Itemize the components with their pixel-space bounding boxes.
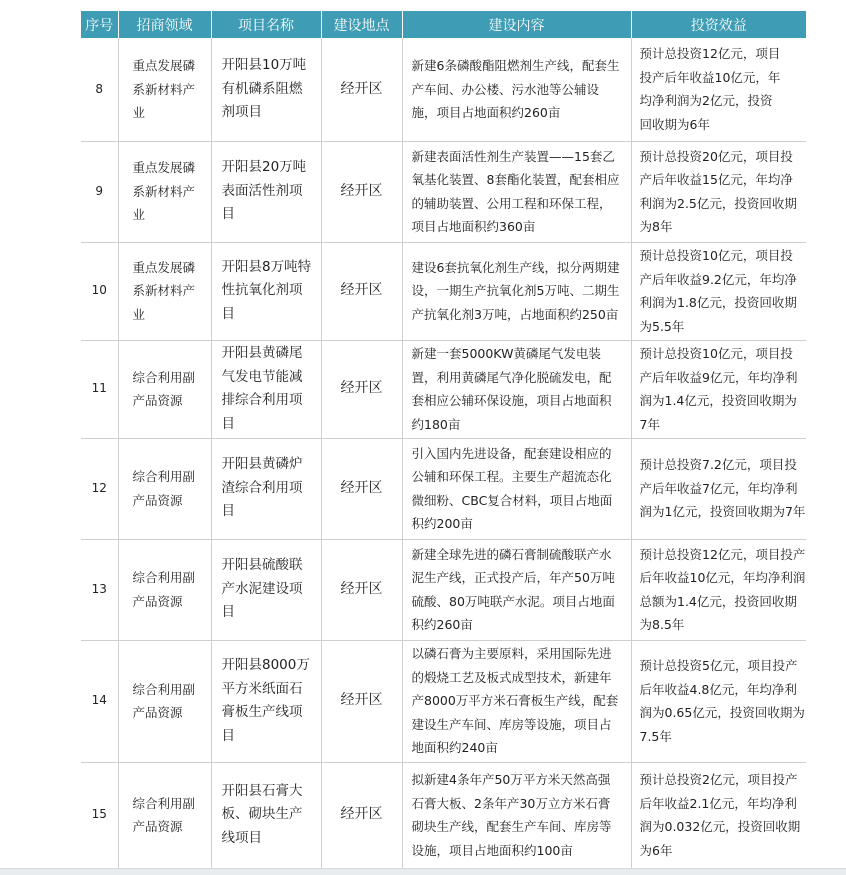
table-row [81,438,806,539]
benefit-line: 7.5年 [639,728,672,744]
row-field: 综合利用副产品资源 [118,640,211,762]
row-benefit [631,438,806,539]
benefit-line: 润为1.4亿元，投资回收期为 [639,393,797,408]
benefit-line: 7年 [639,416,660,432]
benefit-line: 利润为1.8亿元，投资回收期 [639,295,797,310]
table-row [81,38,806,141]
row-location: 经开区 [321,539,402,640]
benefit-line: 预计总投资12亿元，项目 [639,46,781,62]
benefit-line: 产后年收益15亿元，年均净 [639,172,793,187]
row-field: 重点发展磷系新材料产业 [118,38,211,141]
row-content: 拟新建4条年产50万平方米天然高强石膏大板、2条年产30万立方米石膏砌块生产线，配套生产车间、库房等设施，项目占地面积约100亩 [402,762,631,868]
row-project-name: 开阳县黄磷炉渣综合利用项目 [211,438,321,539]
benefit-line: 总额为1.4亿元，投资回收期 [639,593,797,609]
row-benefit [631,242,806,340]
benefit-line: 为8年 [639,219,673,234]
row-field: 综合利用副产品资源 [118,438,211,539]
benefit-line: 预计总投资7.2亿元，项目投 [639,457,797,473]
benefit-line: 润为0.65亿元，投资回收期为 [639,705,805,720]
table-row [81,640,806,762]
benefit-line: 预计总投资5亿元，项目投产 [639,658,798,673]
investment-project-table [81,11,806,869]
row-project-name: 开阳县10万吨有机磷系阻燃剂项目 [211,38,321,141]
row-field: 综合利用副产品资源 [118,340,211,438]
benefit-line: 预计总投资12亿元，项目投产 [639,546,806,562]
table-row [81,539,806,640]
table-row [81,141,806,242]
row-benefit [631,141,806,242]
row-number: 14 [81,640,118,762]
row-location: 经开区 [321,762,402,868]
row-number: 13 [81,539,118,640]
row-number: 15 [81,762,118,868]
table-row [81,762,806,868]
row-location: 经开区 [321,38,402,141]
row-field: 重点发展磷系新材料产业 [118,141,211,242]
benefit-line: 产后年收益7亿元，年均净利 [639,480,798,496]
benefit-line: 预计总投资10亿元，项目投 [639,248,793,263]
table-header-row [81,11,806,38]
benefit-line: 产后年收益9.2亿元，年均净 [639,271,797,287]
row-number: 11 [81,340,118,438]
header-no: 序号 [81,11,118,38]
benefit-line: 回收期为6年 [639,116,710,132]
row-location: 经开区 [321,340,402,438]
row-benefit [631,539,806,640]
row-number: 8 [81,38,118,141]
row-number: 10 [81,242,118,340]
benefit-line: 为5.5年 [639,318,685,334]
row-number: 9 [81,141,118,242]
header-name: 项目名称 [211,11,321,38]
row-field: 重点发展磷系新材料产业 [118,242,211,340]
benefit-line: 预计总投资20亿元，项目投 [639,148,793,164]
header-location: 建设地点 [321,11,402,38]
benefit-line: 预计总投资2亿元，项目投产 [639,772,798,787]
row-project-name: 开阳县20万吨表面活性剂项目 [211,141,321,242]
row-project-name: 开阳县硫酸联产水泥建设项目 [211,539,321,640]
row-location: 经开区 [321,242,402,340]
benefit-line: 利润为2.5亿元，投资回收期 [639,195,797,211]
table-row [81,242,806,340]
benefit-line: 预计总投资10亿元，项目投 [639,346,793,361]
row-benefit [631,38,806,141]
row-project-name: 开阳县石膏大板、砌块生产线项目 [211,762,321,868]
table-row [81,340,806,438]
row-content: 引入国内先进设备，配套建设相应的公辅和环保工程。主要生产超流态化微细粉、CBC复合材料，项目占地面积约200亩 [402,438,631,539]
benefit-line: 后年收益2.1亿元，年均净利 [639,795,797,811]
benefit-line: 均净利润为2亿元，投资 [639,93,773,109]
row-benefit [631,640,806,762]
row-location: 经开区 [321,141,402,242]
row-content: 以磷石膏为主要原料，采用国际先进的煅烧工艺及板式成型技术，新建年产8000万平方米石膏板生产线，配套建设生产车间、库房等设施，项目占地面积约240亩 [402,640,631,762]
row-number: 12 [81,438,118,539]
row-field: 综合利用副产品资源 [118,539,211,640]
row-content: 新建表面活性剂生产装置——15套乙氧基化装置、8套酯化装置，配套相应的辅助装置、公用工程和环保工程，项目占地面积约360亩 [402,141,631,242]
row-location: 经开区 [321,438,402,539]
row-project-name: 开阳县8000万平方米纸面石膏板生产线项目 [211,640,321,762]
benefit-line: 润为0.032亿元，投资回收期 [639,819,801,834]
row-field: 综合利用副产品资源 [118,762,211,868]
benefit-line: 为6年 [639,842,673,858]
header-content: 建设内容 [402,11,631,38]
benefit-line: 润为1亿元，投资回收期为7年 [639,504,806,520]
header-benefit: 投资效益 [631,11,806,38]
benefit-line: 为8.5年 [639,617,685,632]
row-content: 建设6套抗氧化剂生产线，拟分两期建设，一期生产抗氧化剂5万吨、二期生产抗氧化剂3万吨，占地面积约250亩 [402,242,631,340]
benefit-line: 产后年收益9亿元，年均净利 [639,369,798,385]
row-benefit [631,762,806,868]
row-content: 新建6条磷酸酯阻燃剂生产线，配套生产车间、办公楼、污水池等公辅设施，项目占地面积约260亩 [402,38,631,141]
header-field: 招商领域 [118,11,211,38]
row-location: 经开区 [321,640,402,762]
benefit-line: 后年收益4.8亿元，年均净利 [639,681,797,697]
row-benefit [631,340,806,438]
row-content: 新建全球先进的磷石膏制硫酸联产水泥生产线，正式投产后，年产50万吨硫酸、80万吨联产水泥。项目占地面积约260亩 [402,539,631,640]
row-project-name: 开阳县黄磷尾气发电节能减排综合利用项目 [211,340,321,438]
benefit-line: 后年收益10亿元，年均净利润 [639,570,806,585]
row-content: 新建一套5000KW黄磷尾气发电装置，利用黄磷尾气净化脱硫发电，配套相应公辅环保设施，项目占地面积约180亩 [402,340,631,438]
benefit-line: 投产后年收益10亿元，年 [639,69,781,85]
row-project-name: 开阳县8万吨特性抗氧化剂项目 [211,242,321,340]
